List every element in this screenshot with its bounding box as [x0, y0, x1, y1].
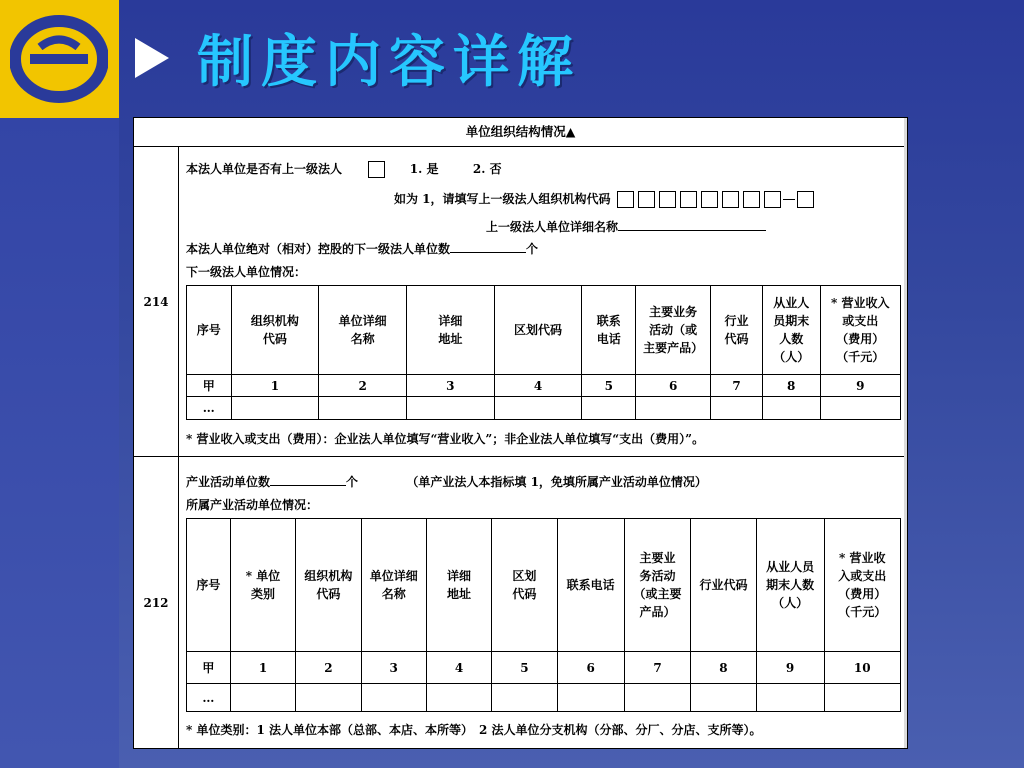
column-header: 区划代码 — [494, 286, 582, 375]
arrow-bullet-icon — [135, 38, 169, 78]
column-index: 2 — [296, 652, 361, 684]
code-box[interactable] — [743, 191, 760, 208]
count-prompt: 本法人单位绝对（相对）控股的下一级法人单位数 — [186, 242, 451, 256]
left-strip — [0, 118, 119, 768]
column-index: 1 — [231, 375, 319, 397]
column-header: 主要业 务活动 （或主要 产品） — [624, 519, 691, 652]
column-header: 单位详细 名称 — [361, 519, 426, 652]
column-header: 区划 代码 — [492, 519, 557, 652]
parent-code-row — [394, 190, 816, 208]
column-header: 序号 — [187, 519, 231, 652]
column-header: 主要业务 活动（或 主要产品） — [636, 286, 711, 375]
option-no: 2. 否 — [472, 162, 502, 176]
activity-units-title: 所属产业活动单位情况： — [186, 498, 319, 512]
dash-icon — [783, 199, 795, 200]
activity-count-note: （单产业法人本指标填 1，免填所属产业活动单位情况） — [406, 475, 707, 489]
form-header: 单位组织结构情况▲ — [134, 118, 907, 147]
column-index: 3 — [406, 375, 494, 397]
question-label: 本法人单位是否有上一级法人 — [186, 162, 343, 176]
table-row — [187, 684, 901, 712]
column-index: 甲 — [187, 375, 232, 397]
table-cell[interactable] — [557, 684, 624, 712]
table-cell[interactable] — [756, 684, 824, 712]
table-cell[interactable] — [231, 397, 319, 420]
column-index: 7 — [624, 652, 691, 684]
count-unit: 个 — [526, 242, 539, 256]
column-header: 从业人 员期末 人数 （人） — [762, 286, 820, 375]
table-cell[interactable] — [762, 397, 820, 420]
column-index: 5 — [492, 652, 557, 684]
code-box[interactable] — [659, 191, 676, 208]
logo — [0, 0, 119, 118]
table-cell[interactable] — [636, 397, 711, 420]
table-cell[interactable] — [319, 397, 407, 420]
answer-box[interactable] — [368, 161, 385, 178]
table-row — [187, 397, 901, 420]
table-cell[interactable] — [296, 684, 361, 712]
column-header: 行业代码 — [691, 519, 756, 652]
table-cell[interactable] — [711, 397, 763, 420]
table-cell[interactable] — [361, 684, 426, 712]
table-header-row — [187, 519, 901, 652]
column-header: 详细 地址 — [426, 519, 491, 652]
controlled-count-field[interactable] — [450, 240, 526, 253]
column-header: 单位详细 名称 — [319, 286, 407, 375]
row-ellipsis: … — [187, 397, 232, 420]
code-box[interactable] — [617, 191, 634, 208]
column-index: 5 — [582, 375, 636, 397]
column-header: 序号 — [187, 286, 232, 375]
form-document — [133, 117, 908, 749]
column-header: * 营业收入 或支出 （费用） （千元） — [820, 286, 901, 375]
controlled-count-row — [186, 240, 538, 257]
code-box[interactable] — [764, 191, 781, 208]
table-header-row — [187, 286, 901, 375]
slide-title — [135, 18, 581, 98]
note-212: * 单位类别：1 法人单位本部（总部、本店、本所等） 2 法人单位分支机构（分部、分厂、分店、支所等）。 — [186, 723, 762, 737]
slide-title-text: 制度内容详解 — [197, 30, 581, 95]
column-header: * 单位 类别 — [230, 519, 295, 652]
column-index: 9 — [756, 652, 824, 684]
code-box[interactable] — [722, 191, 739, 208]
table-cell[interactable] — [624, 684, 691, 712]
column-index: 6 — [557, 652, 624, 684]
table-cell[interactable] — [494, 397, 582, 420]
activity-count-prompt: 产业活动单位数 — [186, 475, 271, 489]
table-cell[interactable] — [230, 684, 295, 712]
section-number-212: 212 — [134, 457, 179, 748]
table-cell[interactable] — [492, 684, 557, 712]
table-index-row — [187, 375, 901, 397]
name-prompt: 上一级法人单位详细名称 — [486, 220, 619, 234]
table-cell[interactable] — [824, 684, 901, 712]
column-index: 4 — [494, 375, 582, 397]
table-cell[interactable] — [820, 397, 901, 420]
column-index: 甲 — [187, 652, 231, 684]
table-212 — [186, 518, 901, 712]
row-ellipsis: … — [187, 684, 231, 712]
column-header: 从业人员 期末人数 （人） — [756, 519, 824, 652]
column-header: 组织机构 代码 — [296, 519, 361, 652]
parent-name-field[interactable] — [618, 218, 766, 231]
column-index: 1 — [230, 652, 295, 684]
column-index: 9 — [820, 375, 901, 397]
code-box[interactable] — [638, 191, 655, 208]
code-box[interactable] — [701, 191, 718, 208]
column-index: 10 — [824, 652, 901, 684]
column-header: 行业 代码 — [711, 286, 763, 375]
table-cell[interactable] — [406, 397, 494, 420]
section-divider — [178, 456, 907, 457]
table-cell[interactable] — [691, 684, 756, 712]
column-index: 6 — [636, 375, 711, 397]
code-check-box[interactable] — [797, 191, 814, 208]
note-214: * 营业收入或支出（费用）：企业法人单位填写“营业收入”；非企业法人单位填写“支出（费用）”。 — [186, 432, 705, 446]
parent-name-row — [486, 218, 766, 235]
code-prompt: 如为 1，请填写上一级法人组织机构代码 — [394, 192, 611, 206]
has-parent-question — [186, 160, 502, 178]
sub-units-title: 下一级法人单位情况： — [186, 265, 307, 279]
code-box[interactable] — [680, 191, 697, 208]
table-cell[interactable] — [582, 397, 636, 420]
column-header: 联系 电话 — [582, 286, 636, 375]
activity-count-field[interactable] — [270, 473, 346, 486]
column-header: 详细 地址 — [406, 286, 494, 375]
option-yes: 1. 是 — [409, 162, 439, 176]
column-header: * 营业收 入或支出 （费用） （千元） — [824, 519, 901, 652]
logo-icon — [10, 12, 108, 106]
activity-count-unit: 个 — [346, 475, 359, 489]
column-header: 组织机构 代码 — [231, 286, 319, 375]
column-index: 8 — [762, 375, 820, 397]
column-index: 8 — [691, 652, 756, 684]
page-edge — [904, 118, 907, 748]
column-index: 4 — [426, 652, 491, 684]
column-header: 联系电话 — [557, 519, 624, 652]
activity-count-row — [186, 473, 707, 490]
table-index-row — [187, 652, 901, 684]
table-cell[interactable] — [426, 684, 491, 712]
section-number-214: 214 — [134, 147, 179, 457]
column-index: 7 — [711, 375, 763, 397]
table-214 — [186, 285, 901, 420]
column-index: 2 — [319, 375, 407, 397]
column-index: 3 — [361, 652, 426, 684]
